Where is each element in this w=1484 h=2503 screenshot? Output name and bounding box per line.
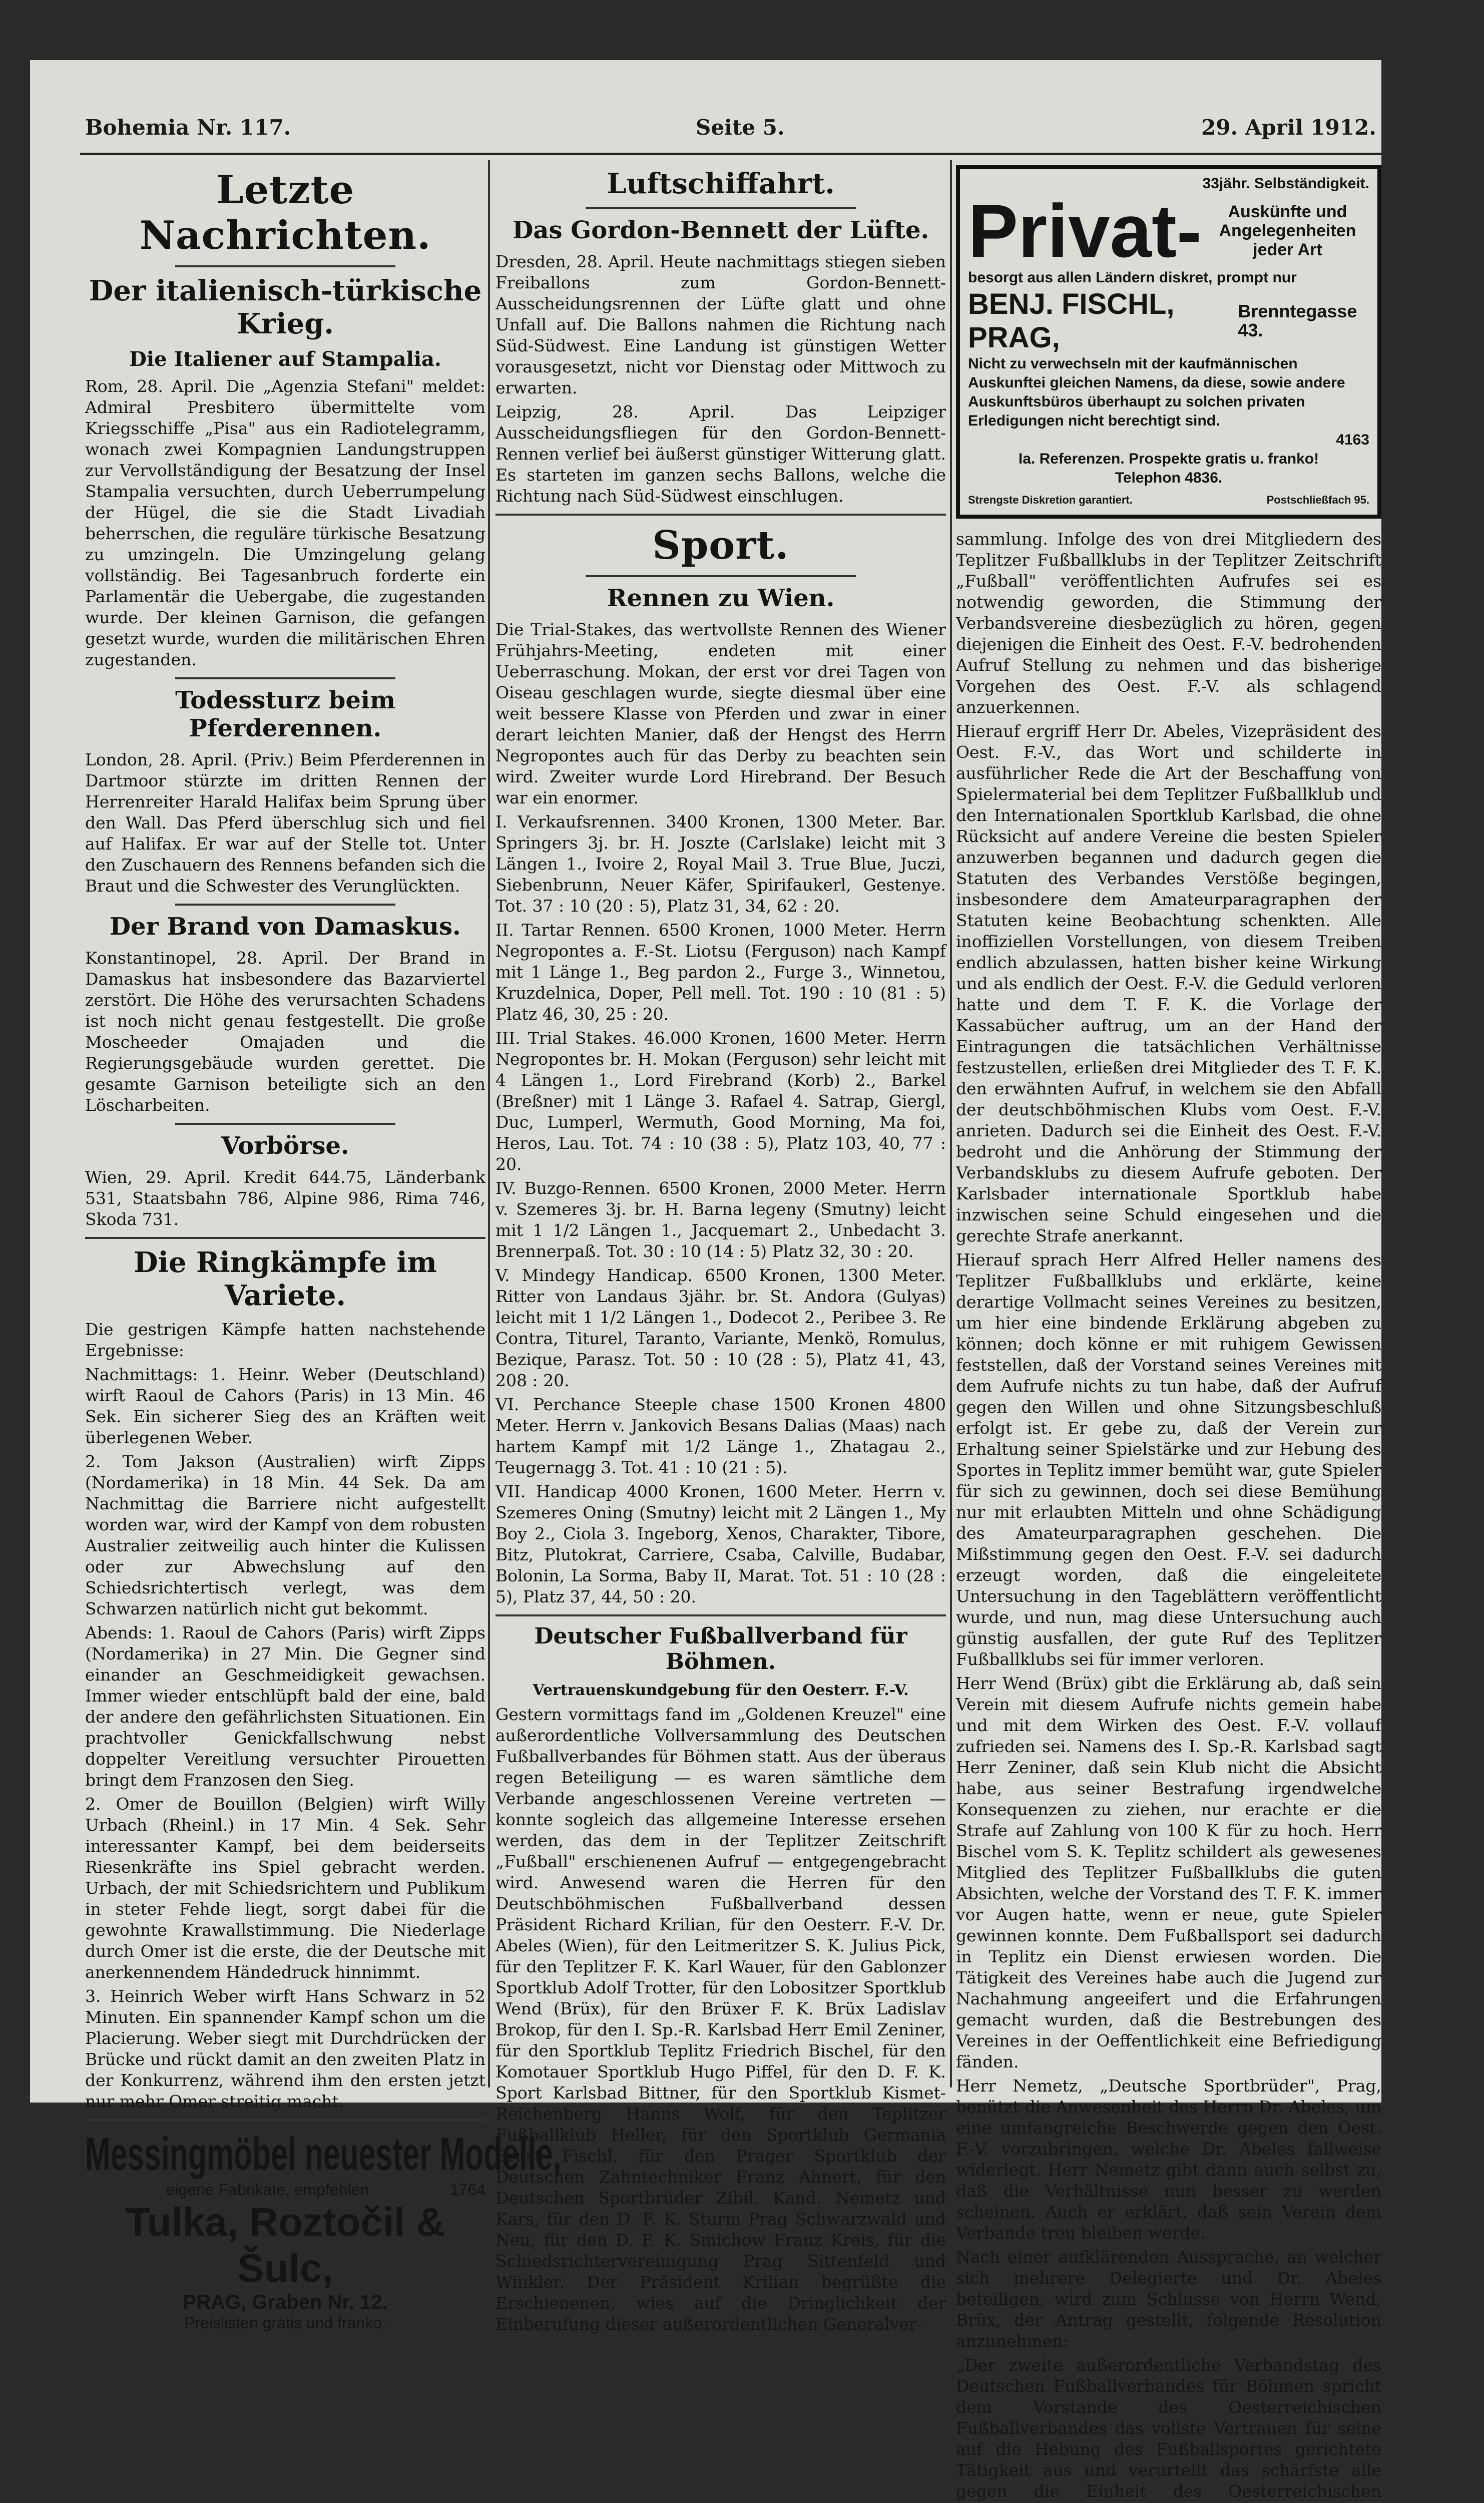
article-text-col3-6: Nach einer aufklärenden Aussprache, an welcher sich mehrere Delegierte und Dr. Abeles beteiligen, wird zum Schlusse von Herrn Wend, Brüx, der Antrag gestellt, folgende Resolution anzunehmen: bbox=[956, 2247, 1381, 2351]
ad-name-row bbox=[968, 287, 1369, 354]
article-text-ring-4: Abends: 1. Raoul de Cahors (Paris) wirft Zipps (Nordamerika) in 27 Min. Die Gegner sind einander an Geschmeidigkeit gewachsen. Immer wieder entschlüpft bald der eine, bald der andere den gefährlichsten Situationen. Ein prachtvoller Genickfallschwung nebst doppelter Vereitlung versuchter Pirouetten bringt dem Franzosen den Sieg. bbox=[85, 1623, 485, 1790]
article-text-brand: Konstantinopel, 28. April. Der Brand in Damaskus hat insbesondere das Bazarviertel zerstört. Die Höhe des verursachten Schadens ist noch nicht genau festgestellt. Die große Moscheeder Omajaden und die Regierungsgebäude wurden gerettet. Die gesamte Garnison beteiligte sich an den Löscharbeiten. bbox=[85, 948, 485, 1115]
ad-line bbox=[85, 2181, 485, 2199]
article-text-gordon-1: Dresden, 28. April. Heute nachmittags stiegen sieben Freiballons zum Gordon-Bennett-Ausscheidungsrennen der Lüfte glatt und ohne Unfall auf. Die Ballons nahmen die Richtung nach Süd-Südwest. Eine Landung ist günstigen Wetter vorausgesetzt, nicht vor Dienstag oder Mittwoch zu erwarten. bbox=[496, 252, 946, 397]
advertisement-privat bbox=[956, 165, 1381, 519]
ad-left-vertical: Strengste Diskretion garantiert. bbox=[968, 494, 1133, 506]
ad-name: BENJ. FISCHL, PRAG, bbox=[968, 288, 1175, 354]
article-text-vorboerse: Wien, 29. April. Kredit 644.75, Länderbank 531, Staatsbahn 786, Alpine 986, Rima 746, Skoda 731. bbox=[85, 1167, 485, 1229]
article-subtitle-fussball: Vertrauenskundgebung für den Oesterr. F.-V. bbox=[533, 1682, 909, 1699]
divider bbox=[586, 207, 856, 209]
article-text-todessturz: London, 28. April. (Priv.) Beim Pferderennen in Dartmoor stürzte im dritten Rennen der Herrenreiter Harald Halifax beim Sprung über den Wall. Das Pferd überschlug sich und fiel auf Halifax. Er war auf der Stelle tot. Unter den Zuschauern des Rennens befanden sich die Braut und die Schwester des Verunglückten. bbox=[85, 750, 485, 896]
article-text-col3-2: Hierauf ergriff Herr Dr. Abeles, Vizepräsident des Oest. F.-V., das Wort und schilderte in ausführlicher Rede die Art der Beschaffung von Spielermaterial bei dem Teplitzer Fußballklub und den Internationalen Sportklub Karlsbad, die ohne Rücksicht auf andere Vereine die besten Spieler anzuwerben begannen und dadurch gegen die Statuten des Verbandes Verstöße begingen, insbesondere dem Amateurparagraphen der Statuten keine Beobachtung schenkten. Alle inoffiziellen Vorstellungen, von diesem Treiben endlich abzulassen, hatten bisher keine Wirkung und als endlich der Oest. F.-V. die Geduld verloren hatte und dem T. F. K. die Vorlage der Kassabücher auftrug, um an der Hand der Eintragungen die tatsächlichen Verhältnisse festzustellen, erließen drei Mitglieder des T. F. K. den erwähnten Aufruf, in welchem sie den Abfall der deutschböhmischen Klubs vom Oest. F.-V. anrieten. Dadurch sei die Einheit des Oest. F.-V. bedroht und die Anhörung der Stimmung der Verbandsklubs zu diesem Aufrufe geboten. Der Karlsbader internationale Sportklub habe inzwischen seine Schuld eingesehen und die gerechte Strafe anerkannt. bbox=[956, 721, 1381, 1245]
article-text-gordon-2: Leipzig, 28. April. Das Leipziger Ausscheidungsfliegen für den Gordon-Bennett-Rennen verlief bei äußerst günstiger Witterung glatt. Es starteten im ganzen sechs Ballons, welche die Richtung nach Süd-Südwest einschlugen. bbox=[496, 402, 946, 506]
ad-footer: Preislisten gratis und franko. bbox=[184, 2314, 386, 2332]
article-title-gordon: Das Gordon-Bennett der Lüfte. bbox=[512, 216, 929, 244]
header-left: Bohemia Nr. 117. bbox=[85, 115, 291, 140]
article-subtitle-krieg: Die Italiener auf Stampalia. bbox=[129, 347, 441, 371]
article-title-brand: Der Brand von Damaskus. bbox=[110, 913, 461, 941]
ad-title: Messingmöbel neuester Modelle, bbox=[85, 2129, 562, 2180]
ad-number: 1764 bbox=[449, 2181, 485, 2199]
divider bbox=[175, 677, 395, 679]
divider bbox=[496, 1614, 946, 1616]
section-title-luftschiffahrt: Luftschiffahrt. bbox=[607, 167, 835, 200]
header-center: Seite 5. bbox=[696, 115, 785, 140]
ad-text: Nicht zu verwechseln mit der kaufmännischen Auskunftei gleichen Namens, da diese, sowie andere Auskunftsbüros überhaupt zu solchen privaten Erledigungen nicht berechtigt sind. bbox=[968, 355, 1345, 429]
ad-vertical-labels bbox=[968, 491, 1369, 510]
column-1 bbox=[85, 160, 562, 2332]
article-text-col3-5: Herr Nemetz, „Deutsche Sportbrüder", Prag, benützt die Anwesenheit des Herrn Dr. Abeles, um eine umfangreiche Beschwerde gegen den Oest. F.-V. vorzubringen, welche Dr. Abeles fallweise widerlegt. Herr Nemetz gibt dann auch selbst zu, daß die Verhältnisse nun besser zu werden scheinen. Auch er erklärt, daß sein Verein dem Verbande treu bleiben werde. bbox=[956, 2076, 1381, 2243]
header-rule bbox=[80, 153, 1381, 155]
article-title-fussball: Deutscher Fußballverband für Böhmen. bbox=[534, 1623, 907, 1675]
article-title-krieg: Der italienisch-türkische Krieg. bbox=[89, 274, 482, 340]
ad-address: PRAG, Graben Nr. 12. bbox=[183, 2291, 388, 2313]
ad-privat-row bbox=[968, 189, 1369, 273]
ad-references: Ia. Referenzen. Prospekte gratis u. franko! bbox=[1018, 451, 1319, 467]
article-text-fussball-1: Gestern vormittags fand im „Goldenen Kreuzel" eine außerordentliche Vollversammlung des Deutschen Fußballverbandes für Böhmen statt. Aus der überaus regen Beteiligung — es waren sämtliche dem Verbande angeschlossenen Vereine vertreten — konnte sogleich das allgemeine Interesse ersehen werden, das dem in der Teplitzer Zeitschrift „Fußball" erschienenen Aufruf — entgegengebracht wird. Anwesend waren die Herren für den Deutschböhmischen Fußballverband dessen Präsident Richard Krilian, für den Oesterr. F.-V. Dr. Abeles (Wien), für den Leitmeritzer S. K. Julius Pick, für den Teplitzer F. K. Karl Wauer, für den Gablonzer Sportklub Adolf Trotter, für den Lobositzer Sportklub Wend (Brüx), für den Brüxer F. K. Brüx Ladislav Brokop, für den I. Sp.-R. Karlsbad Herr Emil Zeniner, für den Sportklub Teplitz Friedrich Bischel, für den Komotauer Sportklub Hugo Piffel, für den D. F. K. Sport Karlsbad Bittner, für den Sportklub Kismet-Reichenberg Hanns Wolf, für den Teplitzer Fußballklub Heller, für den Sportklub Germania Ernst Fischl, für den Prager Sportklub der Deutschen Zahntechniker Franz Ahnert, für den Deutschen Sportbrüder Zibil. Kand. Nemetz und Kars, für den D. F. K. Sturm Prag Schwarzwald und Neu, für den D. F. K. Smichow Franz Kreis, für die Schiedsrichtervereinigung Prag Sittenfeld und Winkler. Der Präsident Krilian begrüßte die Erschienenen, wies auf die Dringlichkeit der Einberufung dieser außerordentlichen Generalver- bbox=[496, 1705, 946, 2334]
ad-side-text: Auskünfte und Angelegenheiten jeder Art bbox=[1219, 202, 1356, 259]
divider bbox=[175, 1123, 395, 1125]
article-text-rennen-5: IV. Buzgo-Rennen. 6500 Kronen, 2000 Meter. Herrn v. Szemeres 3j. br. H. Barna legeny (Smutny) leicht mit 1 1/2 Längen 1., Jacquemart 2., Unbedacht 3. Brennerpaß. Tot. 30 : 10 (14 : 5) Platz 32, 30 : 20. bbox=[496, 1178, 946, 1261]
article-title-vorboerse: Vorbörse. bbox=[221, 1132, 349, 1160]
column-rule-2 bbox=[950, 160, 952, 2088]
ad-address: Brenntegasse 43. bbox=[1238, 301, 1357, 340]
article-text-col3-7: „Der zweite außerordentliche Verbandstag des Deutschen Fußballverbandes für Böhmen spricht dem Vorstande des Oesterreichischen Fußballverbandes das vollste Vertrauen für seine auf die Hebung des Fußballsportes gerichtete Tätigkeit aus und verurteilt das schärfste alle gegen die Einheit des Oesterreichischen bbox=[956, 2355, 1381, 2501]
article-title-ringkaempfe: Die Ringkämpfe im Variete. bbox=[134, 1246, 437, 1312]
article-text-ring-5: 2. Omer de Bouillon (Belgien) wirft Willy Urbach (Rheinl.) in 17 Min. 4 Sek. Sehr interessanter Kampf, bei dem beiderseits Riesenkräfte ins Spiel gebracht werden. Urbach, der mit Schiedsrichtern und Publikum in steter Fehde liegt, sorgt dabei für die gewohnte Krawallstimmung. Die Niederlage durch Omer ist die erste, die der Deutsche mit anerkennendem Händedruck hinnimmt. bbox=[85, 1794, 485, 1982]
newspaper-page bbox=[30, 60, 1381, 2501]
article-text-krieg: Rom, 28. April. Die „Agenzia Stefani" meldet: Admiral Presbitero übermittelte vom Kriegsschiffe „Pisa" aus ein Radiotelegramm, wonach zwei Kompagnien Landungstruppen zur Vervollständigung der Besatzung der Insel Stampalia versuchten, durch Ueberrumpelung der Hügel, die sie die Stadt Livadiah beherrschen, die reguläre türkische Besatzung zu umzingeln. Die Umzingelung gelang vollständig. Bei Tagesanbruch forderte ein Parlamentär die Uebergabe, die zugestanden wurde. Der kleinen Garnison, die gefangen gesetzt wurde, wurden die militärischen Ehren zugestanden. bbox=[85, 376, 485, 669]
ad-privat-word: Privat- bbox=[968, 189, 1202, 273]
ad-number: 4163 bbox=[1336, 432, 1369, 448]
article-text-rennen-4: III. Trial Stakes. 46.000 Kronen, 1600 Meter. Herrn Negropontes br. H. Mokan (Ferguson) sehr leicht mit 4 Längen 1., Lord Firebrand (Korb) 2., Barkel (Breßner) mit 1 Länge 3. Rafael 4. Satrap, Giergl, Duc, Lumperl, Wermuth, Good Morning, Ma foi, Heros, Lau. Tot. 74 : 10 (38 : 5), Platz 103, 40, 77 : 20. bbox=[496, 1028, 946, 1174]
column-3 bbox=[956, 160, 1381, 2503]
ad-top-line: 33jähr. Selbständigkeit. bbox=[1202, 175, 1369, 192]
article-text-col3-3: Hierauf sprach Herr Alfred Heller namens des Teplitzer Fußballklubs und erklärte, keine derartige Vollmacht seines Vereines zu besitzen, um hier eine bindende Erklärung abgeben zu können; doch könne er mit ruhigem Gewissen feststellen, daß der Vorstand seines Vereines mit dem Aufrufe nichts zu tun habe, daß der Aufruf gegen den Willen und ohne Sitzungsbeschluß erfolgt ist. Er gebe zu, daß der Verein zur Erhaltung seiner Spielstärke und zur Hebung des Sportes in Teplitz immer bemüht war, gute Spieler für sich zu gewinnen, doch sei diese Bemühung nur mit erlaubten Mitteln und ohne Schädigung des Amateurparagraphen geschehen. Die Mißstimmung gegen den Oest. F.-V. sei dadurch erzeugt worden, daß die eingeleitete Untersuchung in den Tageblättern veröffentlicht wurde, und nun, mag diese Untersuchung auch günstig ausfallen, der gute Ruf des Teplitzer Fußballklubs sei für immer verloren. bbox=[956, 1250, 1381, 1669]
ad-line-text: eigene Fabrikate, empfehlen bbox=[166, 2181, 369, 2199]
article-text-ring-3: 2. Tom Jakson (Australien) wirft Zipps (Nordamerika) in 18 Min. 44 Sek. Da am Nachmittag die Barriere nicht aufgestellt worden war, wird der Kampf von dem robusten Australier zeitweilig auch hinter die Kulissen oder zur Abwechslung auf den Schiedsrichtertisch verlegt, was dem Schwarzen natürlich nicht gut bekommt. bbox=[85, 1452, 485, 1618]
article-text-rennen-3: II. Tartar Rennen. 6500 Kronen, 1000 Meter. Herrn Negropontes a. F.-St. Liotsu (Ferguson) nach Kampf mit 1 Länge 1., Beg pardon 2., Furge 3., Winnetou, Kruzdelnica, Doper, Pell mell. Tot. 190 : 10 (81 : 5) Platz 46, 30, 25 : 20. bbox=[496, 920, 946, 1024]
article-text-rennen-2: I. Verkaufsrennen. 3400 Kronen, 1300 Meter. Bar. Springers 3j. br. H. Joszte (Carlslake) leicht mit 3 Längen 1., Ivoire 2, Royal Mail 3. True Blue, Juczi, Siebenbrunn, Neuer Käfer, Spirifaukerl, Gestenye. Tot. 37 : 10 (20 : 5), Platz 31, 34, 62 : 20. bbox=[496, 812, 946, 916]
article-text-col3-1: sammlung. Infolge des von drei Mitgliedern des Teplitzer Fußballklubs in der Teplitzer Zeitschrift „Fußball" veröffentlichten Aufrufes sei es notwendig geworden, die Stimmung der Verbandsvereine diesbezüglich zu hören, gegen diejenigen die Einheit des Oest. F.-V. bedrohenden Aufruf Stellung zu nehmen und das bisherige Vorgehen des Oest. F.-V. als schlagend anzuerkennen. bbox=[956, 529, 1381, 717]
header-right: 29. April 1912. bbox=[1201, 115, 1376, 140]
ad-telephone: Telephon 4836. bbox=[1115, 470, 1223, 486]
article-text-ring-6: 3. Heinrich Weber wirft Hans Schwarz in 52 Minuten. Ein spannender Kampf schon um die Placierung. Weber siegt mit Durchdrücken der Brücke und rückt damit an den zweiten Platz in der Konkurrenz, während ihm den ersten jetzt nur mehr Omer streitig macht. bbox=[85, 1986, 485, 2111]
article-text-rennen-8: VII. Handicap 4000 Kronen, 1600 Meter. Herrn v. Szemeres Oning (Smutny) leicht mit 2 Längen 1., My Boy 2., Ciola 3. Ingeborg, Xenos, Charakter, Tibore, Bitz, Plutokrat, Carriere, Csaba, Calville, Budabar, Bolonin, La Sorma, Baby II, Marat. Tot. 51 : 10 (28 : 5), Platz 37, 44, 50 : 20. bbox=[496, 1482, 946, 1606]
article-text-rennen-1: Die Trial-Stakes, das wertvollste Rennen des Wiener Frühjahrs-Meeting, endeten mit einer Ueberraschung. Mokan, der erst vor drei Tagen von Oiseau geschlagen wurde, siegte diesmal über eine weit bessere Klasse von Pferden und zwar in einer derart leichten Manier, daß der Hengst des Herrn Negropontes auch für das Derby zu beachten sein wird. Zweiter wurde Lord Hirebrand. Der Besuch war ein enormer. bbox=[496, 620, 946, 807]
ad-firm: Tulka, Roztočil & Šulc, bbox=[125, 2200, 445, 2290]
section-title: Letzte Nachrichten. bbox=[139, 167, 431, 258]
column-rule-1 bbox=[488, 160, 490, 2088]
page-header bbox=[85, 110, 1376, 145]
article-title-rennen: Rennen zu Wien. bbox=[607, 584, 835, 612]
ad-besorgt: besorgt aus allen Ländern diskret, prompt nur bbox=[968, 269, 1297, 286]
article-text-rennen-6: V. Mindegy Handicap. 6500 Kronen, 1300 Meter. Ritter von Landaus 3jähr. br. St. Andora (Gulyas) leicht mit 1 1/2 Längen 1., Dodecot 2., Peribee 3. Re Contra, Titurel, Taranto, Variante, Menkö, Romulus, Bezique, Parasz. Tot. 50 : 10 (28 : 5), Platz 41, 43, 208 : 20. bbox=[496, 1266, 946, 1390]
article-text-ring-1: Die gestrigen Kämpfe hatten nachstehende Ergebnisse: bbox=[85, 1320, 485, 1360]
advertisement-messing bbox=[85, 2128, 562, 2332]
section-title-sport: Sport. bbox=[652, 523, 789, 568]
ad-right-vertical: Postschließfach 95. bbox=[1266, 494, 1369, 506]
article-text-rennen-7: VI. Perchance Steeple chase 1500 Kronen 4800 Meter. Herrn v. Jankovich Besans Dalias (Maas) nach hartem Kampf mit 1/2 Länge 1., Zhatagau 2., Teugernagg 3. Tot. 41 : 10 (21 : 5). bbox=[496, 1395, 946, 1477]
article-title-todessturz: Todessturz beim Pferderennen. bbox=[175, 686, 395, 742]
divider bbox=[175, 904, 395, 906]
divider bbox=[85, 2119, 485, 2121]
article-text-ring-2: Nachmittags: 1. Heinr. Weber (Deutschland) wirft Raoul de Cahors (Paris) in 13 Min. 46 Sek. Ein sicherer Sieg des an Kräften weit überlegenen Weber. bbox=[85, 1365, 485, 1447]
divider bbox=[175, 265, 395, 267]
divider bbox=[586, 575, 856, 577]
column-2 bbox=[496, 160, 946, 2338]
article-text-col3-4: Herr Wend (Brüx) gibt die Erklärung ab, daß sein Verein mit diesem Aufrufe nichts gemein habe und mit dem Wirken des Oest. F.-V. vollauf zufrieden sei. Namens des I. Sp.-R. Karlsbad sagt Herr Zeniner, daß sein Klub nicht die Absicht habe, aus seiner Bestrafung irgendwelche Konsequenzen zu ziehen, nur erachte er die Strafe auf Zahlung von 100 K für zu hoch. Herr Bischel vom S. K. Teplitz schildert als gewesenes Mitglied des Teplitzer Fußballklubs die guten Absichten, welche der Vorstand des T. F. K. immer vor Augen hatte, wenn er neue, gute Spieler gewinnen konnte. Dem Fußballsport sei dadurch in Teplitz ein Dienst erwiesen worden. Die Tätigkeit des Vereines habe auch die Jugend zur Nachahmung angeeifert und die Erfahrungen gemacht wurden, daß die Bestrebungen des Vereines in der Oeffentlichkeit eine Befriedigung fänden. bbox=[956, 1674, 1381, 2071]
divider bbox=[496, 514, 946, 516]
divider bbox=[85, 1237, 485, 1239]
